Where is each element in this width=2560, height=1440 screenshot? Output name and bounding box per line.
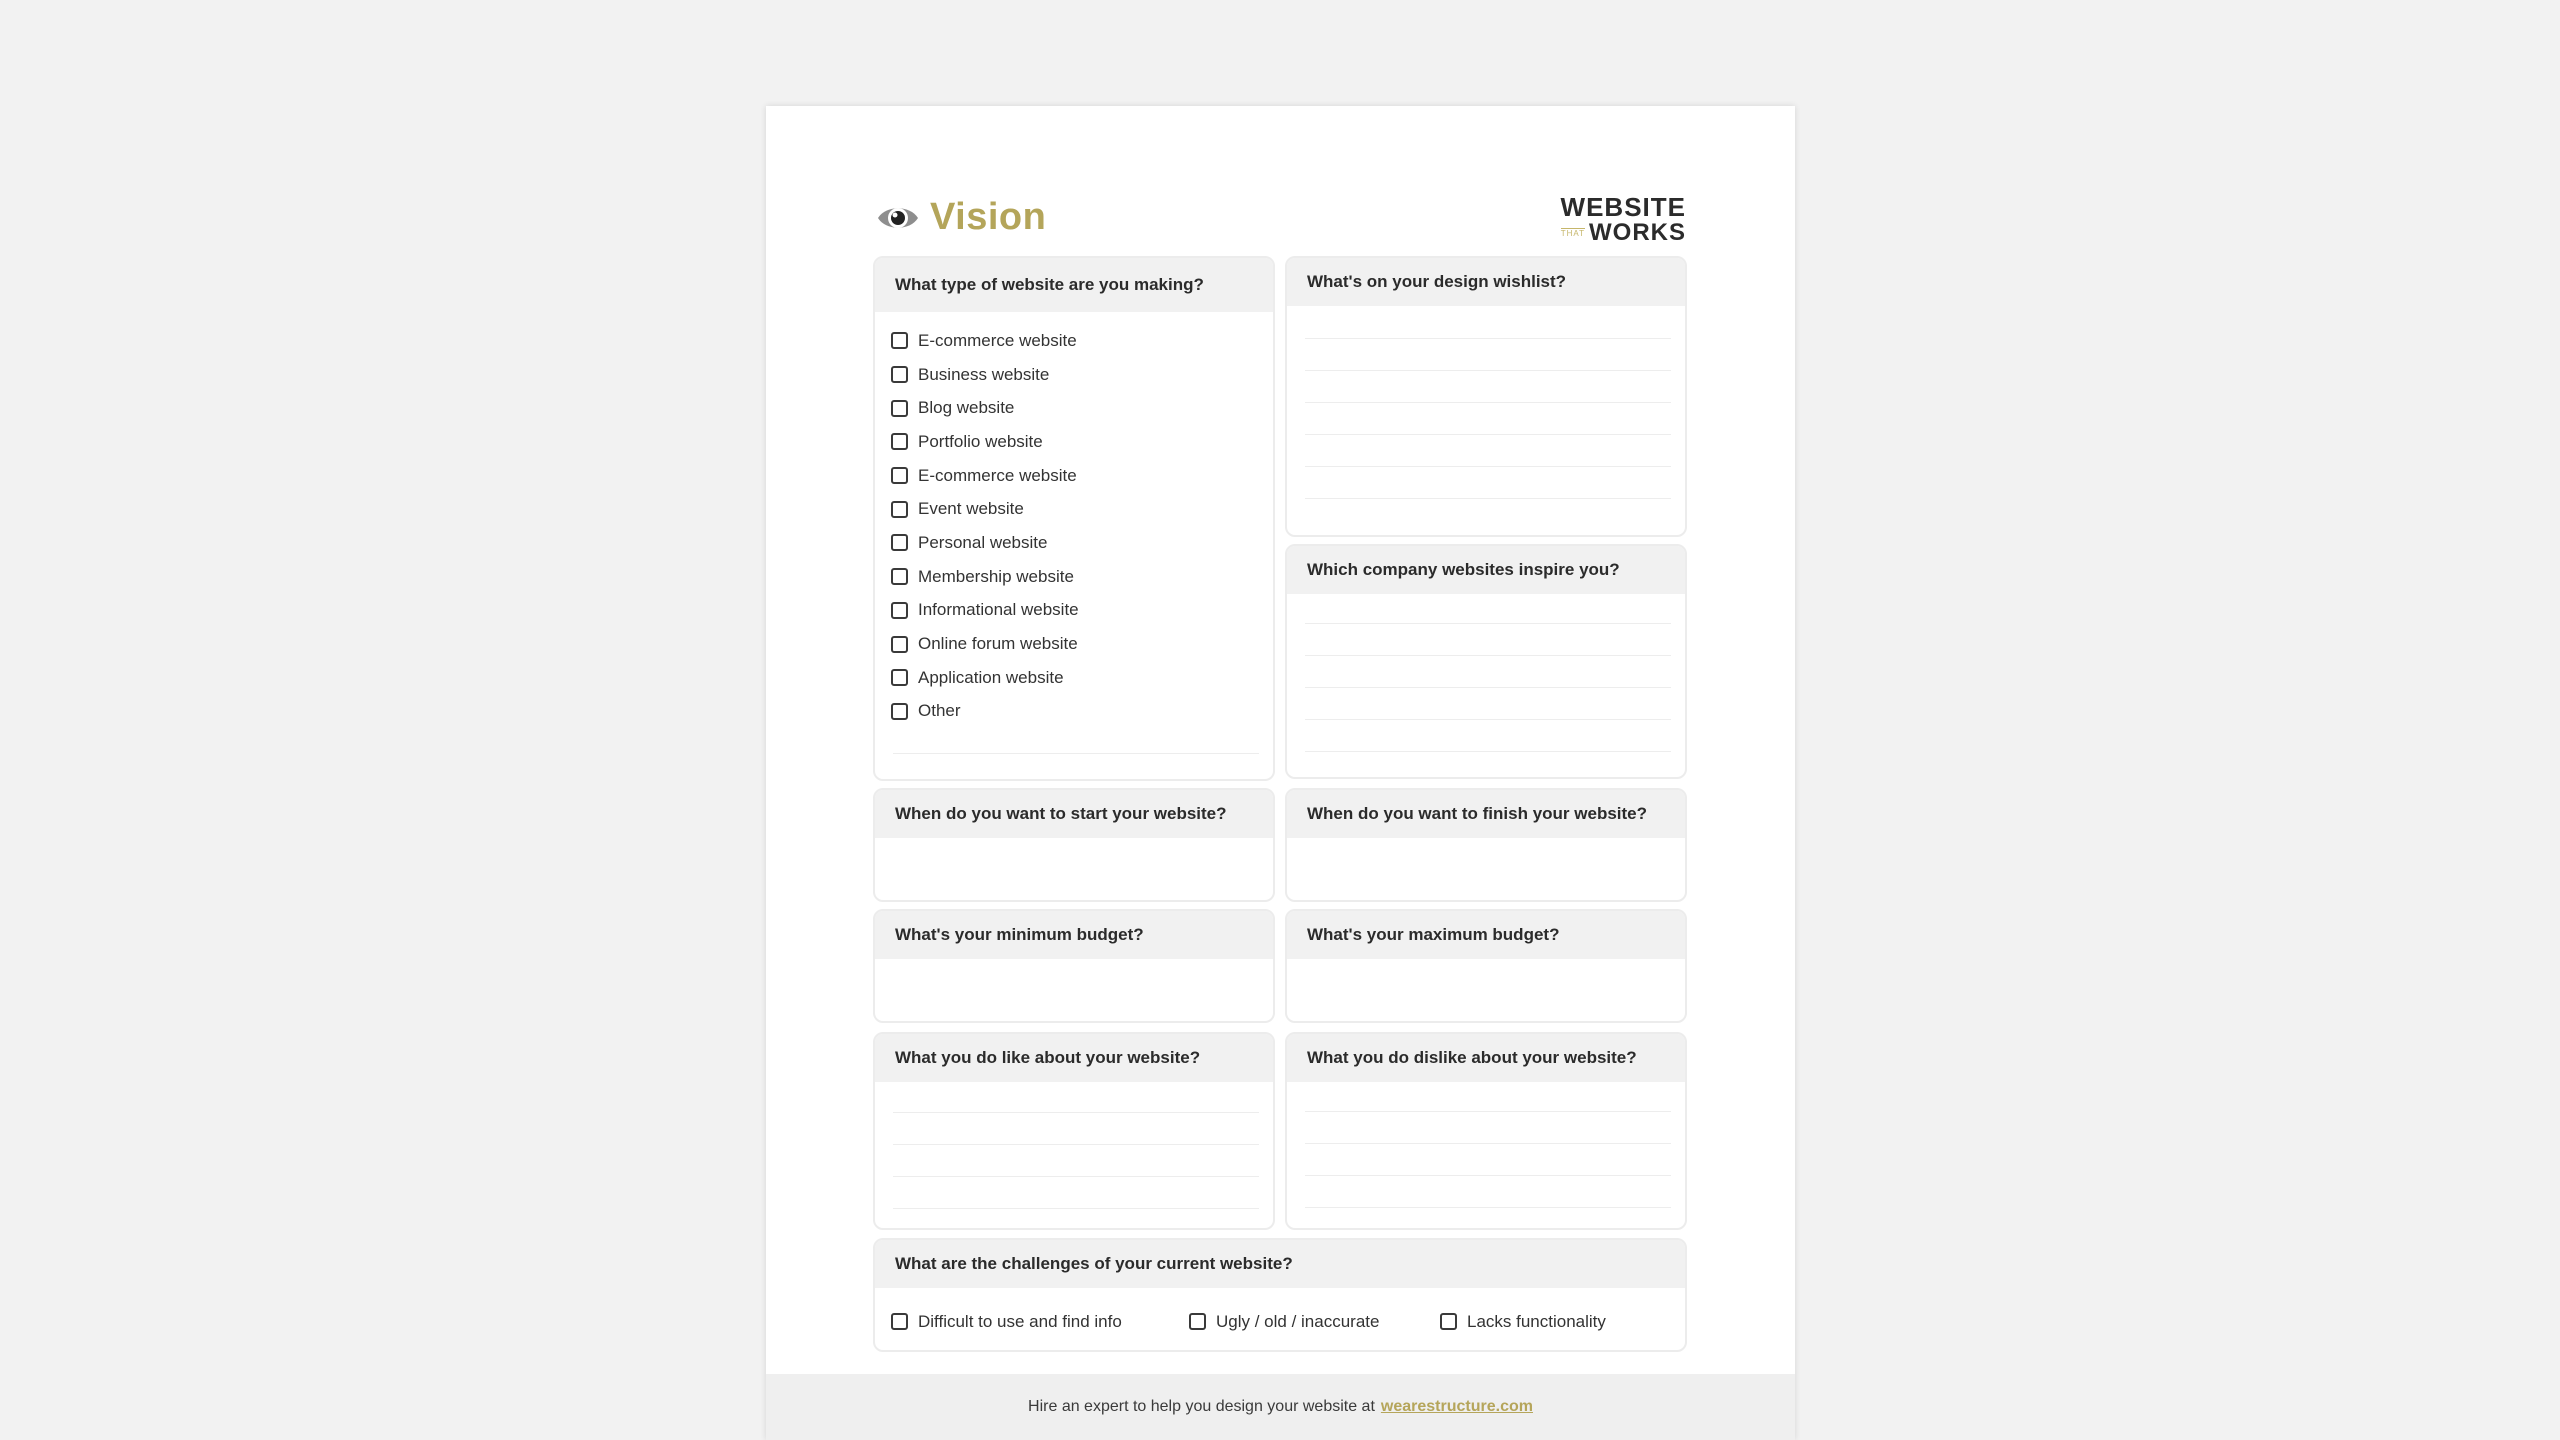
- inspiring-websites-answer-lines[interactable]: [1305, 623, 1671, 779]
- maximum-budget-card: [1285, 909, 1687, 1023]
- start-date-card: [873, 788, 1275, 902]
- likes-answer-lines[interactable]: [893, 1112, 1259, 1230]
- challenge-option-functionality[interactable]: [1440, 1305, 1606, 1339]
- website-that-works-logo: [1561, 194, 1686, 245]
- website-type-option[interactable]: [891, 358, 1273, 392]
- website-type-option-label: Informational website: [918, 600, 1079, 620]
- website-type-option-label: Personal website: [918, 532, 1048, 552]
- website-type-option[interactable]: [891, 324, 1273, 358]
- challenge-option-ugly[interactable]: [1189, 1305, 1440, 1339]
- checkbox[interactable]: [891, 636, 908, 653]
- checkbox[interactable]: [891, 332, 908, 349]
- website-type-option-label: Membership website: [918, 566, 1074, 586]
- footer-link[interactable]: wearestructure.com: [1380, 1398, 1533, 1415]
- website-type-option-label: E-commerce website: [918, 465, 1077, 485]
- website-type-option-label: Online forum website: [918, 634, 1078, 654]
- page-title-text: Vision: [930, 196, 1047, 238]
- website-type-option[interactable]: [891, 526, 1273, 560]
- design-wishlist-answer-lines[interactable]: [1305, 338, 1671, 530]
- challenge-option-label: Ugly / old / inaccurate: [1216, 1311, 1380, 1331]
- checkbox[interactable]: [891, 669, 908, 686]
- design-wishlist-question: What's on your design wishlist?: [1287, 258, 1685, 306]
- logo-works: WORKS: [1589, 219, 1686, 246]
- website-type-option-label: E-commerce website: [918, 330, 1077, 350]
- checkbox[interactable]: [891, 501, 908, 518]
- challenge-option-difficult[interactable]: [891, 1305, 1189, 1339]
- challenge-option-label: Lacks functionality: [1467, 1311, 1606, 1331]
- likes-question: What you do like about your website?: [875, 1034, 1273, 1082]
- website-type-option-label: Business website: [918, 364, 1050, 384]
- website-type-option[interactable]: [891, 492, 1273, 526]
- checkbox[interactable]: [891, 467, 908, 484]
- logo-that: THAT: [1560, 229, 1585, 238]
- website-type-option-label: Application website: [918, 667, 1064, 687]
- website-type-option-label: Event website: [918, 499, 1024, 519]
- maximum-budget-question: What's your maximum budget?: [1287, 911, 1685, 959]
- minimum-budget-card: [873, 909, 1275, 1023]
- start-date-question: When do you want to start your website?: [875, 790, 1273, 838]
- page-title: [876, 196, 1046, 239]
- checkbox[interactable]: [891, 400, 908, 417]
- website-type-options: [875, 312, 1273, 728]
- website-type-option[interactable]: [891, 695, 1273, 729]
- checkbox[interactable]: [1440, 1313, 1457, 1330]
- website-type-option-label: Blog website: [918, 398, 1015, 418]
- website-type-option-label: Other: [918, 701, 961, 721]
- finish-date-card: [1285, 788, 1687, 902]
- website-type-option[interactable]: [891, 391, 1273, 425]
- eye-icon: [876, 201, 920, 235]
- website-type-option[interactable]: [891, 627, 1273, 661]
- dislikes-question: What you do dislike about your website?: [1287, 1034, 1685, 1082]
- design-wishlist-card: [1285, 256, 1687, 537]
- checkbox[interactable]: [891, 568, 908, 585]
- checkbox[interactable]: [891, 703, 908, 720]
- inspiring-websites-question: Which company websites inspire you?: [1287, 546, 1685, 594]
- challenges-card: [873, 1238, 1687, 1352]
- checkbox[interactable]: [891, 433, 908, 450]
- footer: [766, 1374, 1795, 1440]
- checkbox[interactable]: [891, 1313, 908, 1330]
- challenge-option-label: Difficult to use and find info: [918, 1311, 1122, 1331]
- dislikes-card: [1285, 1032, 1687, 1230]
- website-type-option[interactable]: [891, 661, 1273, 695]
- minimum-budget-question: What's your minimum budget?: [875, 911, 1273, 959]
- finish-date-question: When do you want to finish your website?: [1287, 790, 1685, 838]
- checkbox[interactable]: [1189, 1313, 1206, 1330]
- challenges-options: [875, 1288, 1685, 1339]
- website-type-option[interactable]: [891, 594, 1273, 628]
- logo-line1: WEBSITE: [1560, 192, 1686, 222]
- website-type-option[interactable]: [891, 560, 1273, 594]
- likes-card: [873, 1032, 1275, 1230]
- challenges-question: What are the challenges of your current website?: [875, 1240, 1685, 1288]
- website-type-option[interactable]: [891, 425, 1273, 459]
- dislikes-answer-lines[interactable]: [1305, 1111, 1671, 1230]
- checkbox[interactable]: [891, 366, 908, 383]
- website-type-option-label: Portfolio website: [918, 431, 1043, 451]
- inspiring-websites-card: [1285, 544, 1687, 779]
- footer-text: Hire an expert to help you design your website at: [1028, 1398, 1375, 1415]
- website-type-question: What type of website are you making?: [875, 258, 1273, 312]
- website-type-card: [873, 256, 1275, 781]
- website-type-option[interactable]: [891, 459, 1273, 493]
- checkbox[interactable]: [891, 534, 908, 551]
- worksheet-page: [766, 106, 1795, 1440]
- checkbox[interactable]: [891, 602, 908, 619]
